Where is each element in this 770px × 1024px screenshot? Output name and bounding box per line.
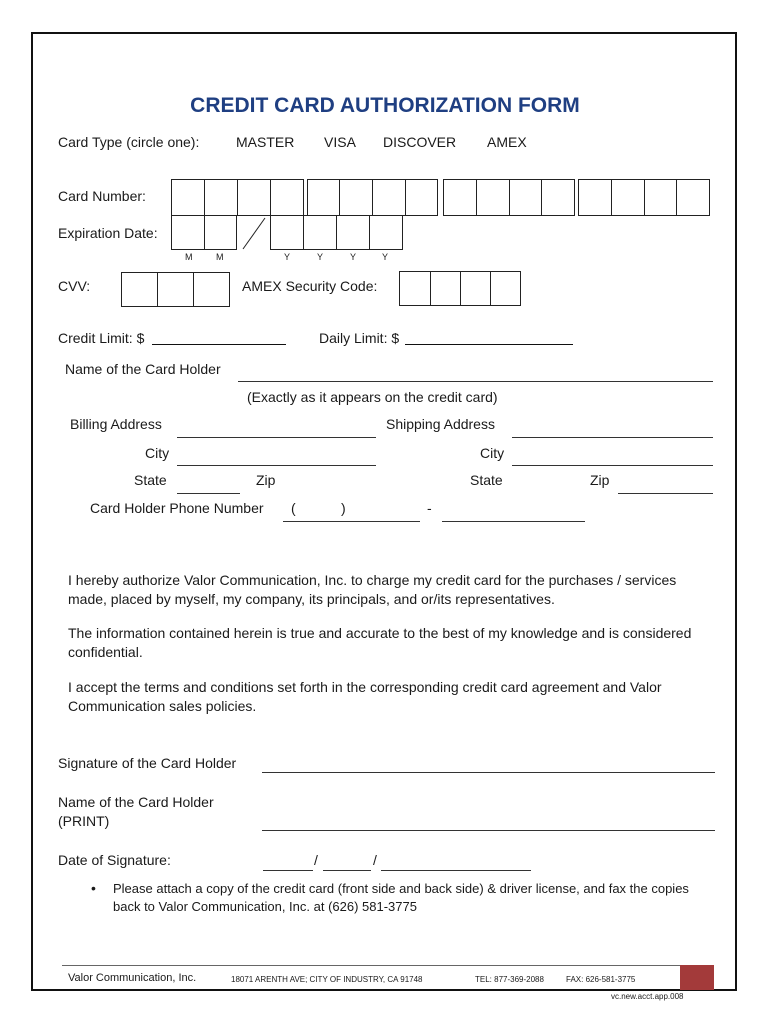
shipping-state-label: State: [470, 472, 503, 488]
daily-limit-field[interactable]: [405, 344, 573, 345]
date-year-field[interactable]: [381, 870, 531, 871]
amex-code-digit[interactable]: [399, 271, 431, 306]
footer-company: Valor Communication, Inc.: [68, 972, 197, 984]
exp-hint-y: Y: [317, 252, 324, 262]
footer-fax: FAX: 626-581-3775: [566, 975, 636, 984]
amex-code-digit[interactable]: [430, 271, 461, 306]
footer-address: 18071 ARENTH AVE; CITY OF INDUSTRY, CA 91748: [231, 975, 423, 984]
card-type-label: Card Type (circle one):: [58, 134, 200, 150]
billing-state-field[interactable]: [177, 493, 240, 494]
cvv-label: CVV:: [58, 278, 91, 294]
billing-city-field[interactable]: [177, 465, 376, 466]
authorization-paragraph-3: I accept the terms and conditions set forth in the corresponding credit card agreement and Valor Communication sales policies.: [68, 679, 662, 714]
billing-city-label: City: [145, 445, 170, 461]
card-number-digit[interactable]: [405, 179, 438, 216]
authorization-paragraph-2: The information contained herein is true and accurate to the best of my knowledge and is considered confidential.: [68, 625, 692, 660]
card-number-digit[interactable]: [541, 179, 575, 216]
exp-hint-m: M: [185, 252, 193, 262]
phone-dash: -: [427, 500, 432, 516]
phone-area-open: (: [291, 500, 296, 516]
exp-year-digit[interactable]: [303, 215, 337, 250]
exp-year-digit[interactable]: [270, 215, 304, 250]
card-number-digit[interactable]: [676, 179, 710, 216]
shipping-address-field[interactable]: [512, 437, 713, 438]
card-type-discover[interactable]: DISCOVER: [383, 134, 457, 150]
authorization-paragraph-1: I hereby authorize Valor Communication, Inc. to charge my credit card for the purchases / services made, placed by myself, my company, its principals, and or/its representatives.: [68, 572, 677, 607]
shipping-address-label: Shipping Address: [386, 416, 495, 432]
exp-hint-y: Y: [350, 252, 357, 262]
phone-area-field[interactable]: [283, 521, 420, 522]
cvv-digit[interactable]: [121, 272, 158, 307]
card-number-digit[interactable]: [339, 179, 373, 216]
card-holder-name-label: Name of the Card Holder: [65, 361, 221, 377]
credit-limit-field[interactable]: [152, 344, 286, 345]
shipping-city-field[interactable]: [512, 465, 713, 466]
date-month-field[interactable]: [263, 870, 313, 871]
exp-month-digit[interactable]: [204, 215, 237, 250]
card-number-digit[interactable]: [204, 179, 238, 216]
print-name-field[interactable]: [262, 830, 715, 831]
card-type-master[interactable]: MASTER: [236, 134, 295, 150]
footer-tel: TEL: 877-369-2088: [475, 975, 544, 984]
credit-limit-label: Credit Limit: $: [58, 330, 145, 346]
card-number-digit[interactable]: [237, 179, 271, 216]
card-number-digit[interactable]: [509, 179, 542, 216]
exp-hint-y: Y: [284, 252, 291, 262]
footer-form-code: vc.new.acct.app.008: [611, 992, 684, 1001]
phone-label: Card Holder Phone Number: [90, 500, 264, 516]
billing-state-label: State: [134, 472, 167, 488]
exp-year-digit[interactable]: [369, 215, 403, 250]
cvv-digit[interactable]: [157, 272, 194, 307]
shipping-zip-label: Zip: [590, 472, 610, 488]
amex-code-label: AMEX Security Code:: [242, 278, 378, 294]
billing-address-label: Billing Address: [70, 416, 162, 432]
bullet-icon: •: [91, 880, 96, 896]
daily-limit-label: Daily Limit: $: [319, 330, 400, 346]
card-number-digit[interactable]: [443, 179, 477, 216]
card-number-digit[interactable]: [307, 179, 340, 216]
card-number-digit[interactable]: [476, 179, 510, 216]
date-day-field[interactable]: [323, 870, 371, 871]
print-name-label-line2: (PRINT): [58, 813, 110, 829]
card-type-visa[interactable]: VISA: [324, 134, 356, 150]
date-slash-icon: [237, 215, 271, 251]
amex-code-digit[interactable]: [490, 271, 521, 306]
date-separator: /: [314, 852, 318, 868]
shipping-zip-field[interactable]: [618, 493, 713, 494]
expiration-label: Expiration Date:: [58, 225, 158, 241]
exp-year-digit[interactable]: [336, 215, 370, 250]
signature-field[interactable]: [262, 772, 715, 773]
card-number-digit[interactable]: [372, 179, 406, 216]
phone-number-field[interactable]: [442, 521, 585, 522]
card-number-digit[interactable]: [270, 179, 304, 216]
phone-area-close: ): [341, 500, 346, 516]
card-type-amex[interactable]: AMEX: [487, 134, 527, 150]
footer-accent-block: [680, 965, 714, 990]
card-number-digit[interactable]: [644, 179, 677, 216]
exp-hint-m: M: [216, 252, 224, 262]
card-number-digit[interactable]: [578, 179, 612, 216]
card-number-digit[interactable]: [171, 179, 205, 216]
footer-divider: [62, 965, 714, 966]
attachment-note: Please attach a copy of the credit card (front side and back side) & driver license, and fax the copies back to Valor Communication, Inc. at (626) 581-3775: [113, 881, 689, 914]
card-holder-name-field[interactable]: [238, 381, 713, 382]
amex-code-digit[interactable]: [460, 271, 491, 306]
billing-address-field[interactable]: [177, 437, 376, 438]
exp-month-digit[interactable]: [171, 215, 205, 250]
form-title: CREDIT CARD AUTHORIZATION FORM: [190, 94, 580, 117]
shipping-city-label: City: [480, 445, 505, 461]
card-number-digit[interactable]: [611, 179, 645, 216]
card-number-label: Card Number:: [58, 188, 146, 204]
cvv-digit[interactable]: [193, 272, 230, 307]
date-separator: /: [373, 852, 377, 868]
card-holder-name-note: (Exactly as it appears on the credit card): [247, 389, 498, 405]
date-label: Date of Signature:: [58, 852, 171, 868]
billing-zip-label: Zip: [256, 472, 276, 488]
exp-hint-y: Y: [382, 252, 389, 262]
signature-label: Signature of the Card Holder: [58, 755, 237, 771]
print-name-label-line1: Name of the Card Holder: [58, 794, 214, 810]
